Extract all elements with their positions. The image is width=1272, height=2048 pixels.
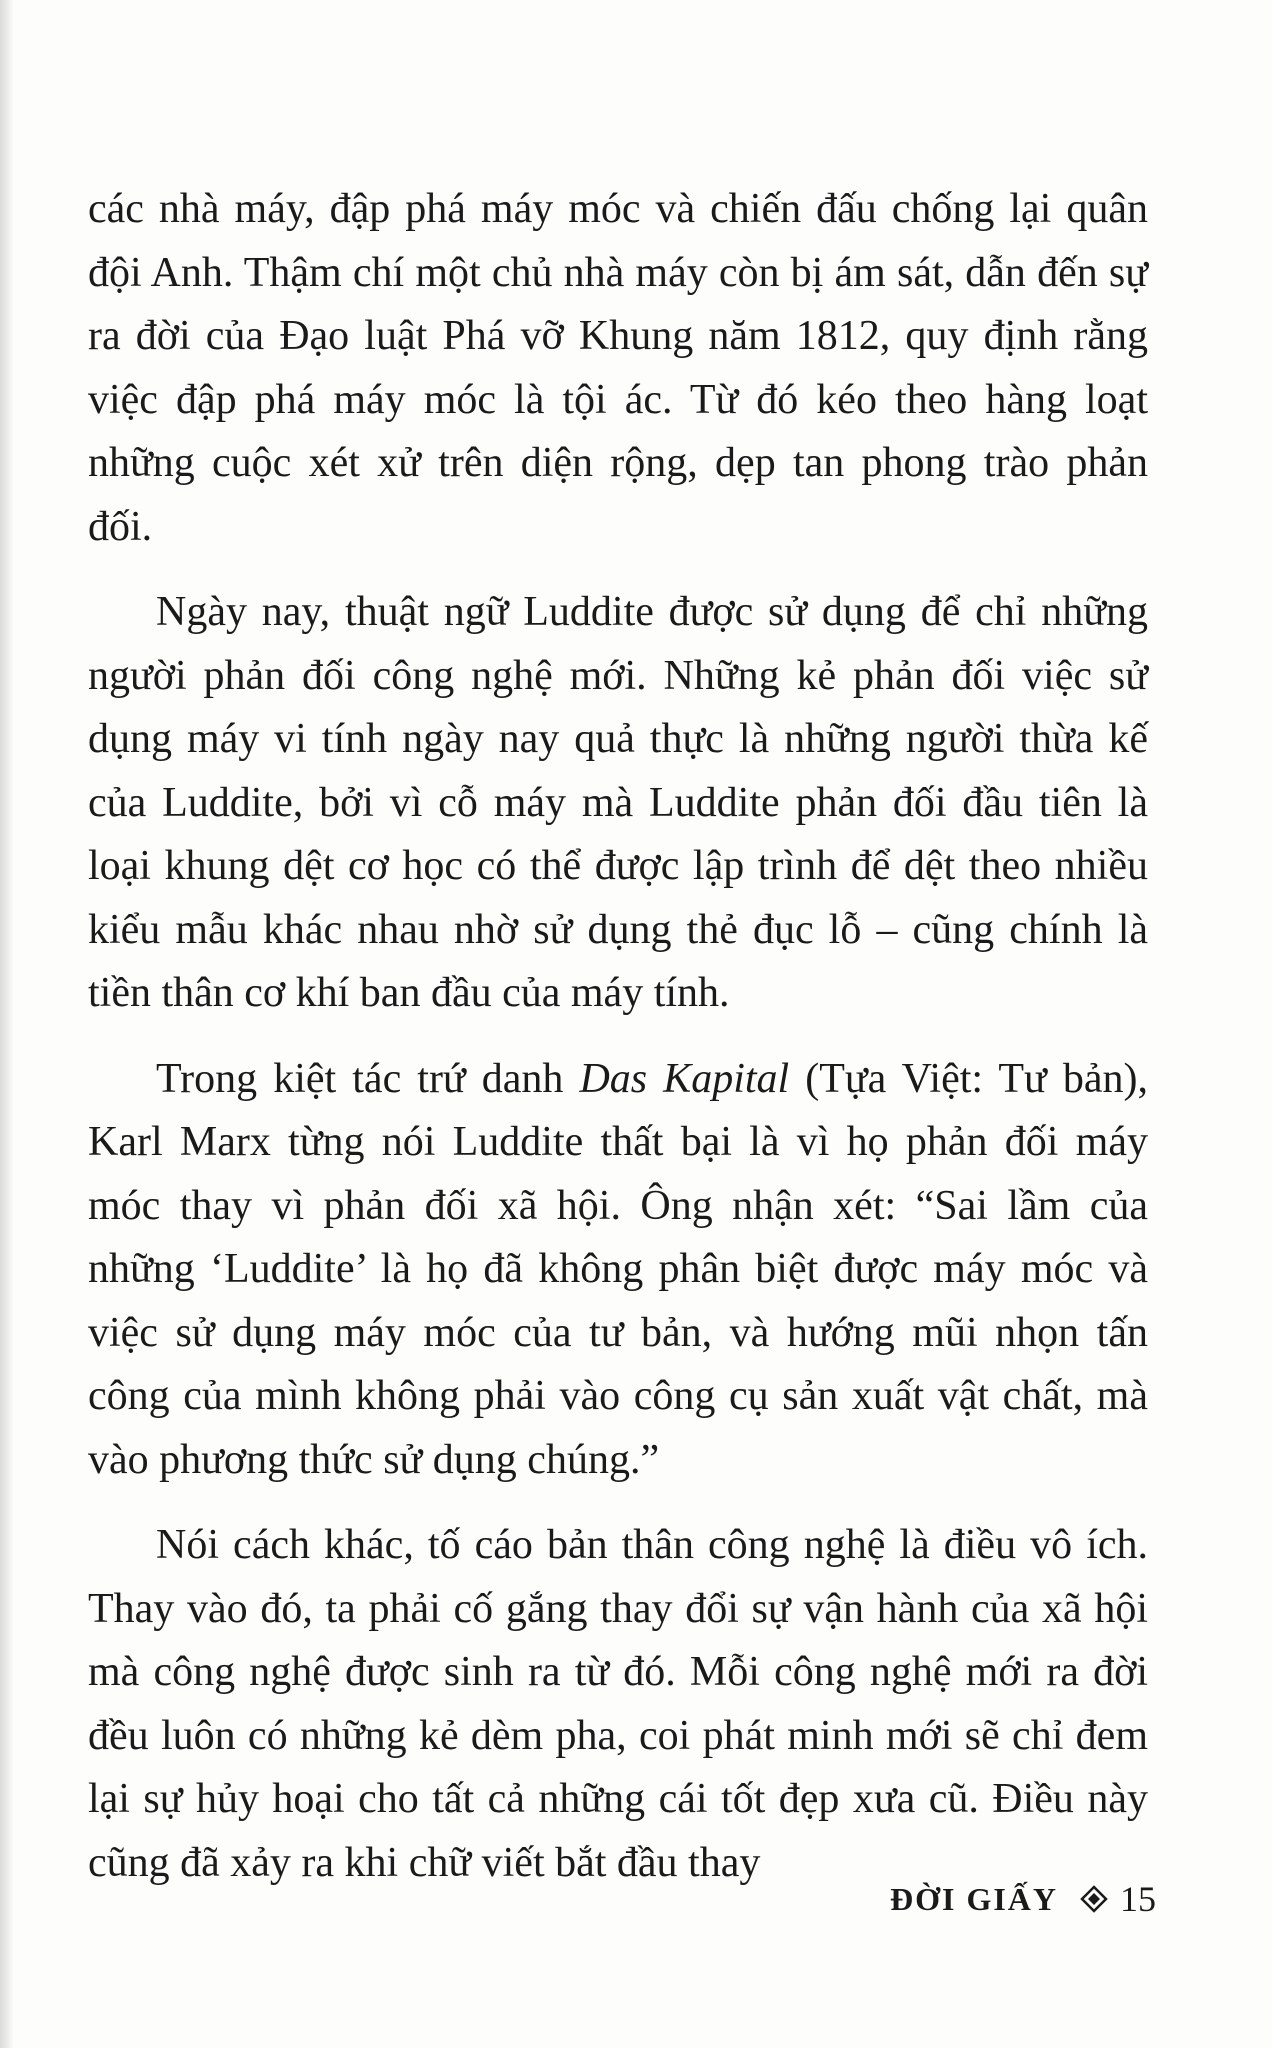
running-title: ĐỜI GIẤY bbox=[889, 1880, 1058, 1917]
paragraph-3-before: Trong kiệt tác trứ danh bbox=[156, 1055, 580, 1102]
page-number: 15 bbox=[1120, 1879, 1156, 1919]
paragraph-3 bbox=[88, 1048, 1148, 1493]
book-title-italic: Das Kapital bbox=[579, 1055, 790, 1102]
paragraph-2: Ngày nay, thuật ngữ Luddite được sử dụng để chỉ những người phản đối công nghệ mới. Những kẻ phản đối việc sử dụng máy vi tính ngày nay quả thực là những người thừa kế của Luddite, bởi vì cỗ máy mà Luddite phản đối đầu tiên là loại khung dệt cơ học có thể được lập trình để dệt theo nhiều kiểu mẫu khác nhau nhờ sử dụng thẻ đục lỗ – cũng chính là tiền thân cơ khí ban đầu của máy tính. bbox=[88, 589, 1148, 1016]
diamond-icon bbox=[1080, 1885, 1108, 1913]
paragraph-4: Nói cách khác, tố cáo bản thân công nghệ là điều vô ích. Thay vào đó, ta phải cố gắng thay đổi sự vận hành của xã hội mà công nghệ được sinh ra từ đó. Mỗi công nghệ mới ra đời đều luôn có những kẻ dèm pha, coi phát minh mới sẽ chỉ đem lại sự hủy hoại cho tất cả những cái tốt đẹp xưa cũ. Điều này cũng đã xảy ra khi chữ viết bắt đầu thay bbox=[88, 1522, 1148, 1886]
page-footer bbox=[890, 1878, 1156, 1920]
paragraph-1: các nhà máy, đập phá máy móc và chiến đấu chống lại quân đội Anh. Thậm chí một chủ nhà máy còn bị ám sát, dẫn đến sự ra đời của Đạo luật Phá vỡ Khung năm 1812, quy định rằng việc đập phá máy móc là tội ác. Từ đó kéo theo hàng loạt những cuộc xét xử trên diện rộng, dẹp tan phong trào phản đối. bbox=[88, 186, 1148, 550]
page-edge-shadow bbox=[0, 0, 14, 2048]
body-text bbox=[88, 178, 1148, 1917]
paragraph-3-after: (Tựa Việt: Tư bản), Karl Marx từng nói Luddite thất bại là vì họ phản đối máy móc thay vì phản đối xã hội. Ông nhận xét: “Sai lầm của những ‘Luddite’ là họ đã không phân biệt được máy móc và việc sử dụng máy móc của tư bản, và hướng mũi nhọn tấn công của mình không phải vào công cụ sản xuất vật chất, mà vào phương thức sử dụng chúng.” bbox=[88, 1055, 1148, 1483]
